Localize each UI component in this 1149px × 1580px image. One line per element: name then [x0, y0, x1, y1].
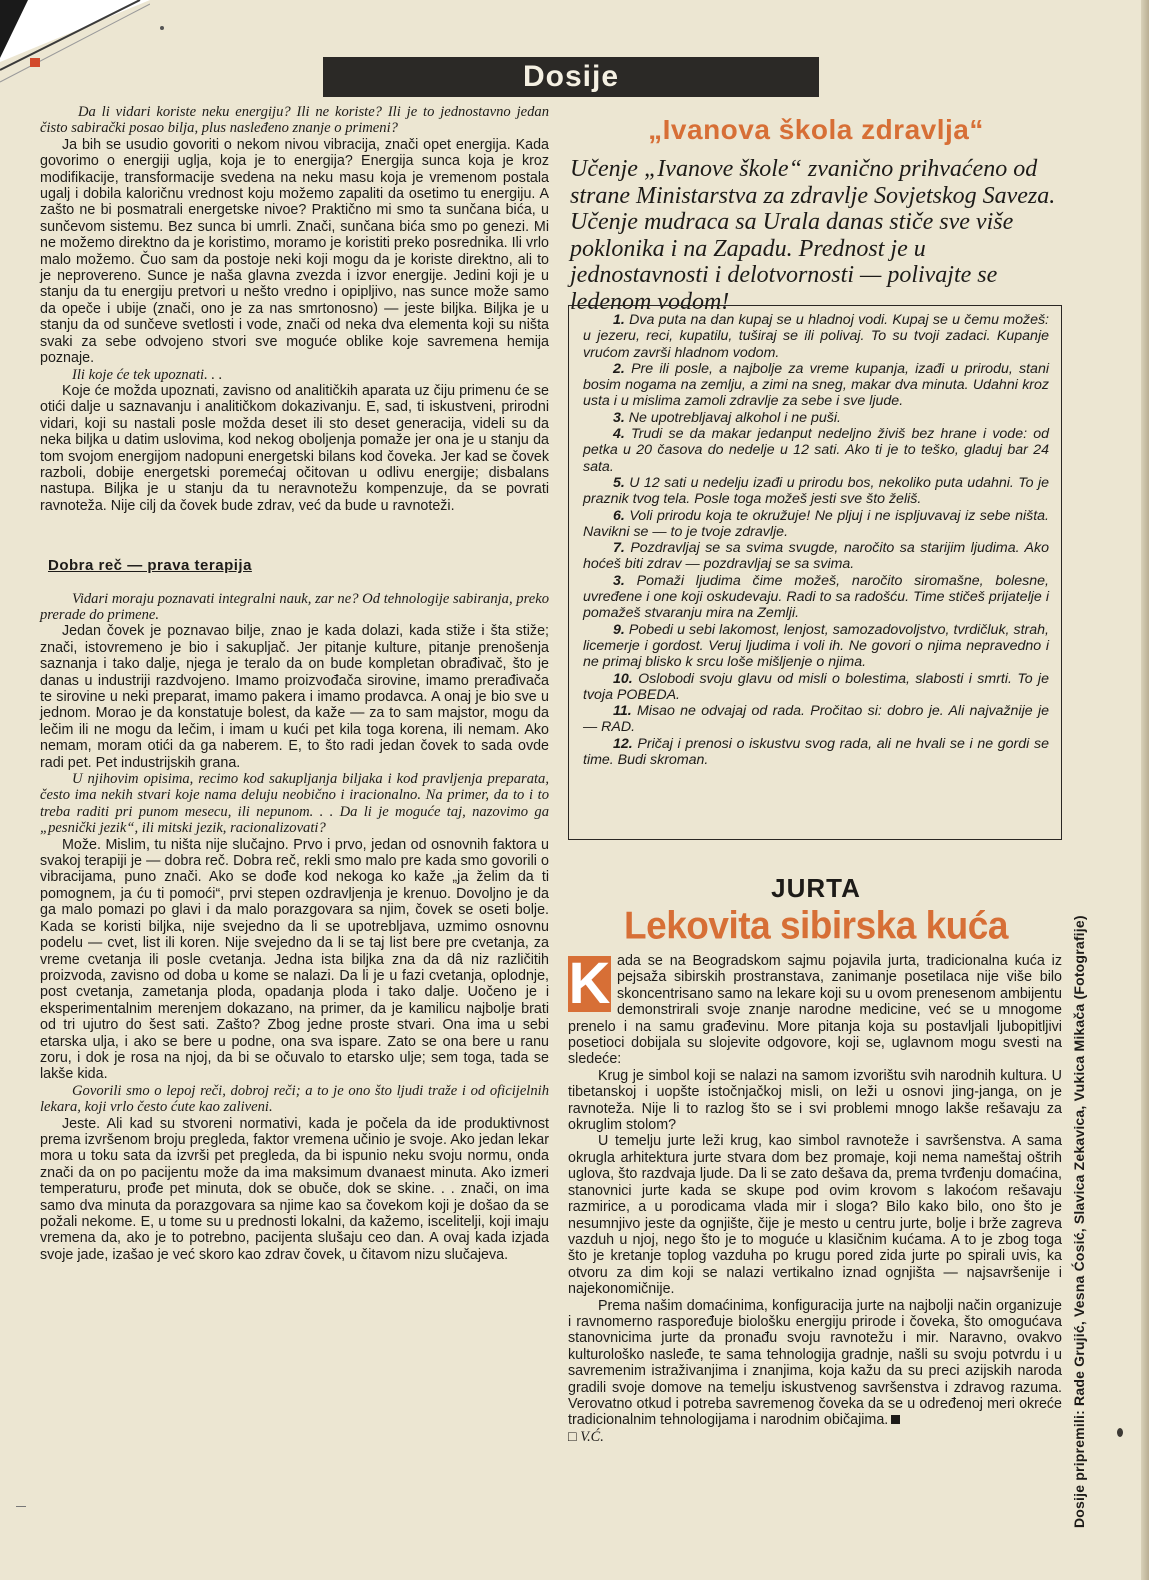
- answer-paragraph: Može. Mislim, tu ništa nije slučajno. Prvo i prvo, jedan od osnovnih faktora u svakoj terapiji je — dobra reč. Dobra reč, rekli smo malo pre kada smo govorili o vibracijama, puno znači. Ako se dođe kod nekoga ko kaže „ja želim da ti pomognem, ja ću ti pomoći“, prvi stepen ozdravljenja je krenuo. Dovoljno je da ga malo pomazi po glavi i da malo porazgovara sa njim, čovek se oseti bolje. Kada se koristi biljka, nije svejedno da li se upotrebljava, uzmimo osnovnu podelu — cvet, list ili koren. Nije svejedno da li se taj list bere pre cvetanja, za vreme cvetanja ili posle cvetanja. Jedna ista biljka zna da dâ niz različitih proizvoda, zavisno od doba u kome se nalazi. Da li je u fazi cvetanja, oplodnje, post cvetanja, zametanja ploda, opadanja ploda i tako dalje. Uočeno je i eksperimentalnim merenjem dokazano, na primer, da je kamilicu najbolje brati od tri ujutro do šest sati. Zašto? Zbog jedne proste stvari. Ona ima u sebi etarska ulja, i ako se bere u podne, ona sva ispare. Zato se ona bere u ranu zoru, i dok je rosa na njoj, da bi se očuvalo to etarsko ulje; sem toga, tada se lakše kida.: [40, 836, 549, 1083]
- author-signature: □ V.Ć.: [568, 1428, 604, 1445]
- rule-number: 9.: [613, 621, 625, 638]
- credits-vertical: [1071, 915, 1091, 1548]
- rule-item: [583, 736, 1049, 769]
- rule-item: [583, 573, 1049, 622]
- rule-text: Ne upotrebljavaj alkohol i ne puši.: [628, 409, 841, 426]
- interview-part-2: [40, 591, 549, 1264]
- ivanova-rules-box: [568, 305, 1062, 840]
- rule-number: 2.: [613, 360, 625, 377]
- rule-item: [583, 426, 1049, 475]
- rule-text: Misao ne odvajaj od rada. Pročitao si: dobro je. Ali najvažnije je — RAD.: [583, 703, 1049, 736]
- rule-text: U 12 sati u nedelju izađi u prirodu bos, nekoliko puta udahni. To je praznik tvog tela. Posle toga možeš jesti sve što želiš.: [583, 474, 1049, 508]
- rule-number: 3.: [613, 409, 625, 426]
- interview-column: [40, 104, 549, 1534]
- rule-text: Voli prirodu koja te okružuje! Ne pljuj i ne ispljuvavaj iz sebe ništa. Navikni se — to je tvoje zdravlje.: [583, 507, 1049, 540]
- rule-item: [583, 475, 1049, 508]
- rule-item: [583, 508, 1049, 541]
- jurta-paragraph: U temelju jurte leži krug, kao simbol ravnoteže i savršenstva. A sama okrugla arhitektura jurte stvara dom bez promaje, koji nema nameštaj oštrih uglova, što razdvaja ljude. Da li se zato dešava da, prema tvrđenju domaćina, stanovnici jurte kada se skupe pod ovim krovom s lakoćom rešavaju razmirice, a u porodicama vlada mir i sloga? Bilo kako bilo, ono što je nesumnjivo jeste da ognjište, čije je mesto u centru jurte, bolje i brže zagreva vazduh u njoj, nego što je to moguće u klasičnim kućama. A to je zbog toga što je kretanje toplog vazduha po krugu pored zida jurte po spirali uvis, ka otvoru za dim koji se nalazi vertikalno iznad ognjišta — najsavršenije i najekonomičnije.: [568, 1133, 1062, 1298]
- jurta-title: Lekovita sibirska kuća: [624, 903, 1008, 947]
- rule-number: 6.: [613, 507, 625, 524]
- rule-number: 4.: [613, 426, 625, 443]
- ivanova-section: [568, 104, 1064, 316]
- question-paragraph: Ili koje će tek upoznati. . .: [72, 366, 223, 383]
- jurta-paragraph: [568, 1298, 1062, 1429]
- answer-paragraph: Jedan čovek je poznavao bilje, znao je kada dolazi, kada stiže i šta stiže; znači, istovremeno je bio i sakupljač. Jer pitanje kulture, pitanje prenošenja saznanja i tako dalje, njega je teralo da on bude kompletan obrađivač, što je danas u industriji razdvojeno. Imamo proizvođača sirovine, imamo prerađivača te sirovine u neki preparat, imamo pakera i imamo prodavca. A onaj je bio sve u jednom. Morao je da konstatuje bolest, da kaže — za to sam majstor, mogu da lečim ili ne mogu da lečim, i imam u kući pet kila toga korena, ili nemam. Ako nemam, moram otići da ga naberem. E, to što radi jedan čovek to sada ovde radi pet. Pet industrijskih grana.: [40, 623, 549, 771]
- end-mark-icon: [891, 1415, 900, 1424]
- interview-part-1: [40, 104, 549, 514]
- jurta-article: [568, 953, 1062, 1513]
- print-speck: [160, 26, 164, 30]
- ivanova-title: „Ivanova škola zdravlja“: [648, 114, 984, 145]
- margin-mark: [16, 1506, 26, 1507]
- rule-item: [583, 703, 1049, 736]
- rule-text: Pozdravljaj se sa svima svugde, naročito sa starijim ljudima. Ako hoćeš biti zdrav — pozdravljaj se sa svima.: [583, 540, 1049, 573]
- rule-number: 7.: [613, 540, 625, 557]
- rule-item: [583, 361, 1049, 410]
- jurta-kicker: JURTA: [771, 873, 861, 903]
- jurta-last-text: Prema našim domaćinima, konfiguracija jurte na najbolji način organizuje i ravnomerno raspoređuje biološku energiju prirode i čoveka, što omogućava stanovnicima jurte da pronađu svoju ravnotežu i mir. Naravno, ovakvo kulturološko nasleđe, te sama tehnologija gradnje, našli su svoju potvrdu i u savremenim istraživanjima i znanjima, koja kažu da su preci azijskih naroda gradili svoje domove na temelju iskustvenog savršenstva i zdravog razuma. Verovatno otkud i potreba savremenog čoveka da se u određenoj meri okreće tradicionalnim tehnologijama i narodnim običajima.: [568, 1297, 1062, 1429]
- ivanova-lead: Učenje „Ivanove škole“ zvanično prihvaćeno od strane Ministarstva za zdravlje Sovjetskog Saveza. Učenje mudraca sa Urala danas stiče sve više poklonika i na Zapadu. Prednost je u jednostavnosti i delotvornosti — polivajte se ledenom vodom!: [570, 156, 1056, 315]
- rule-text: Dva puta na dan kupaj se u hladnoj vodi. Kupaj se u čemu možeš: u jezeru, reci, kupatilu, tuširaj se ili polivaj. To su tvoji zadaci. Kupanje vrućom završi hladnom vodom.: [583, 312, 1049, 361]
- rule-text: Pobedi u sebi lakomost, lenjost, samozadovoljstvo, tvrdičluk, strah, licemerje i gordost. Veruj ljudima i voli ih. Ne govori o njima nepravedno i ne primaj blisko k srcu loše mišljenje o njima.: [583, 621, 1049, 671]
- rule-item: [583, 312, 1049, 361]
- rule-number: 10.: [613, 670, 633, 687]
- question-paragraph: Da li vidari koriste neku energiju? Ili ne koriste? Ili je to jednostavno jedan čisto sabirački posao bilja, plus nasleđeno znanje o primeni?: [40, 104, 549, 137]
- answer-paragraph: Jeste. Ali kad su stvoreni normativi, kada je počela da ide produktivnost prema izvršenom broju pregleda, faktor vremena učinio je svoje. Ako jedan lekar mora u toku sata da izvrši pet pregleda, da bi ispunio neku svoju normu, onda znači da on po pacijentu može da ima maksimum dvanaest minuta. Ako izmeri temperaturu, prođe pet minuta, dok se obuče, dok se skine. . . znači, on ima samo dva minuta da porazgovara sa njime kao sa čovekom koji je došao da se požali nekome. E, u tome su u prednosti lokalni, da kažemo, iscelitelji, koji imaju vremena da, ako je to potrebno, pacijenta slušaju ceo dan. A ovaj kada izjada svoje jade, izašao je već skoro kao zdrav čovek, u čitavom nizu slučajeva.: [40, 1115, 549, 1263]
- dropcap: K: [568, 951, 611, 1016]
- credits-text: Dosije pripremili: Rade Grujić, Vesna Ćosić, Slavica Zekavica, Vukica Mikača (Fotografije): [1071, 915, 1087, 1528]
- answer-paragraph: Koje će možda upoznati, zavisno od analitičkih aparata uz čiju primenu će se otići dalje u saznavanju i analitičkom dokazivanju. E, sad, ti iskustveni, prirodni vidari, koji su nastali posle možda deset ili sto deset generacija, videli su da neka biljka u datim uslovima, kod nekog oboljenja pomaže jer ona je u stanju da tom svojom energijom nadopuni energetski bilans kod čoveka. Jer kad se čovek razboli, dobije energetski poremećaj očitovan u odlivu energije; disbalans nastupa. Biljka je u stanju da tu neravnotežu kompenzuje, da se povrati ravnoteža. Nije cilj da čovek bude zdrav, već da bude u ravnoteži.: [40, 382, 549, 514]
- rule-number: 11.: [613, 703, 632, 720]
- rule-number: 12.: [613, 735, 633, 752]
- rule-text: Trudi se da makar jedanput nedeljno živiš bez hrane i vode: od petka u 20 časova do nedelje u 12 sati. Ako ti je to teško, gladuj bar 24 sata.: [583, 426, 1049, 475]
- rule-text: Pre ili posle, a najbolje za vreme kupanja, izađi u prirodu, stani bosim nogama na zemlju, a zimi na sneg, makar dva minuta. Udahni kroz usta i u mislima zamoli zdravlje za sebe i sve ljude.: [583, 360, 1049, 410]
- print-speck: [1117, 1428, 1123, 1437]
- question-paragraph: Vidari moraju poznavati integralni nauk, zar ne? Od tehnologije sabiranja, preko prerade do primene.: [40, 590, 549, 623]
- question-paragraph: U njihovim opisima, recimo kod sakupljanja biljaka i kod pravljenja preparata, često ima nekih stvari koje nama deluju neobično i iracionalno. Na primer, da to i to treba raditi pri punom mesecu, ili nepunom. . . Da li je moguće taj, nazovimo ga „pesnički jezik“, ili mitski jezik, racionalizovati?: [40, 771, 549, 837]
- question-paragraph: Govorili smo o lepoj reči, dobroj reči; a to je ono što ljudi traže i od oficijelnih lekara, koji vrlo često ćute kao zaliveni.: [40, 1082, 549, 1116]
- rule-item: [583, 671, 1049, 704]
- rule-text: Pomaži ljudima čime možeš, naročito siromašne, bolesne, uvređene i one koji oskudevaju. Radi to sa radošću. Time stičeš prijatelje i pomažeš stvaranju mira na Zemlji.: [583, 572, 1049, 622]
- rule-text: Pričaj i prenosi o iskustvu svog rada, ali ne hvali se i ne gordi se time. Budi skroman.: [583, 735, 1049, 769]
- rule-item: [583, 540, 1049, 573]
- interview-subhead: Dobra reč — prava terapija: [48, 557, 252, 575]
- rule-item: [583, 622, 1049, 671]
- answer-paragraph: Ja bih se usudio govoriti o nekom nivou vibracija, znači opet energija. Kada govorimo o energiji uglja, koja je to energija? Energija sunca koja je kroz modifikacije, transformacije svedena na neku masu koja je vremenom postala ugalj i dobila kaloričnu vrednost koju možemo zapaliti da osetimo tu energiju. A zašto ne bi posmatrali energetske nivoe? Praktično mi smo ta sunčana bića, u sunčevom sistemu. Bez sunca bi umrli. Znači, sunčana bića smo po genezi. Mi ne možemo direktno da je koristimo, moramo je koristiti preko posrednika. Ili vrlo malo možemo. Čuo sam da postoje neki koji mogu da je koriste direktno, ali to je neprovereno. Sunce je naša glavna zvezda i izvor energije. Jedini koji je u stanju da tu energiju pretvori u nešto vredno i opipljivo, nas sunce može samo da opeče i ubije (znači, ono je za nas smrtonosno) — jeste biljka. Biljka je u stanju da od sunčeve svetlosti i vode, znači od neka dva elementa koji su ništa svaki za sebe odvojeno stvori sve moguće oblike koje savremena hemija poznaje.: [40, 136, 549, 367]
- rule-number: 3.: [613, 572, 625, 589]
- section-banner: Dosije: [323, 57, 819, 97]
- jurta-first-paragraph: [568, 953, 1062, 1068]
- rule-item: [583, 410, 1049, 426]
- page-edge: [1141, 0, 1149, 1580]
- rule-text: Oslobodi svoju glavu od misli o bolestima, slabosti i smrti. To je tvoja POBEDA.: [583, 670, 1049, 703]
- jurta-paragraph: Krug je simbol koji se nalazi na samom izvorištu svih narodnih kultura. U tibetanskoj i uopšte istočnjačkoj misli, on leži u osnovi jing-janga, on je ravnoteža. Nije li to razlog što se i svi problemi mnogo lakše rešavaju za okruglim stolom?: [568, 1067, 1062, 1134]
- jurta-first-text: ada se na Beogradskom sajmu pojavila jurta, tradicionalna kuća iz pejsaža sibirskih prostranstava, zanimanje posetilaca nije više bilo skoncentrisano samo na lekare koji su u ovom prenesenom ambijentu demonstrirali svoje znanje narodne medicine, već se u mnogome prenelo i na samu građevinu. More pitanja koja su postavljali ljubopitljivi posetioci dobijala su slojevite odgovore, koji se, uglavnom mogu svesti na sledeće:: [568, 953, 1062, 1068]
- page-corner-decoration: [0, 0, 150, 110]
- rule-number: 5.: [613, 474, 625, 491]
- rule-number: 1.: [613, 312, 625, 328]
